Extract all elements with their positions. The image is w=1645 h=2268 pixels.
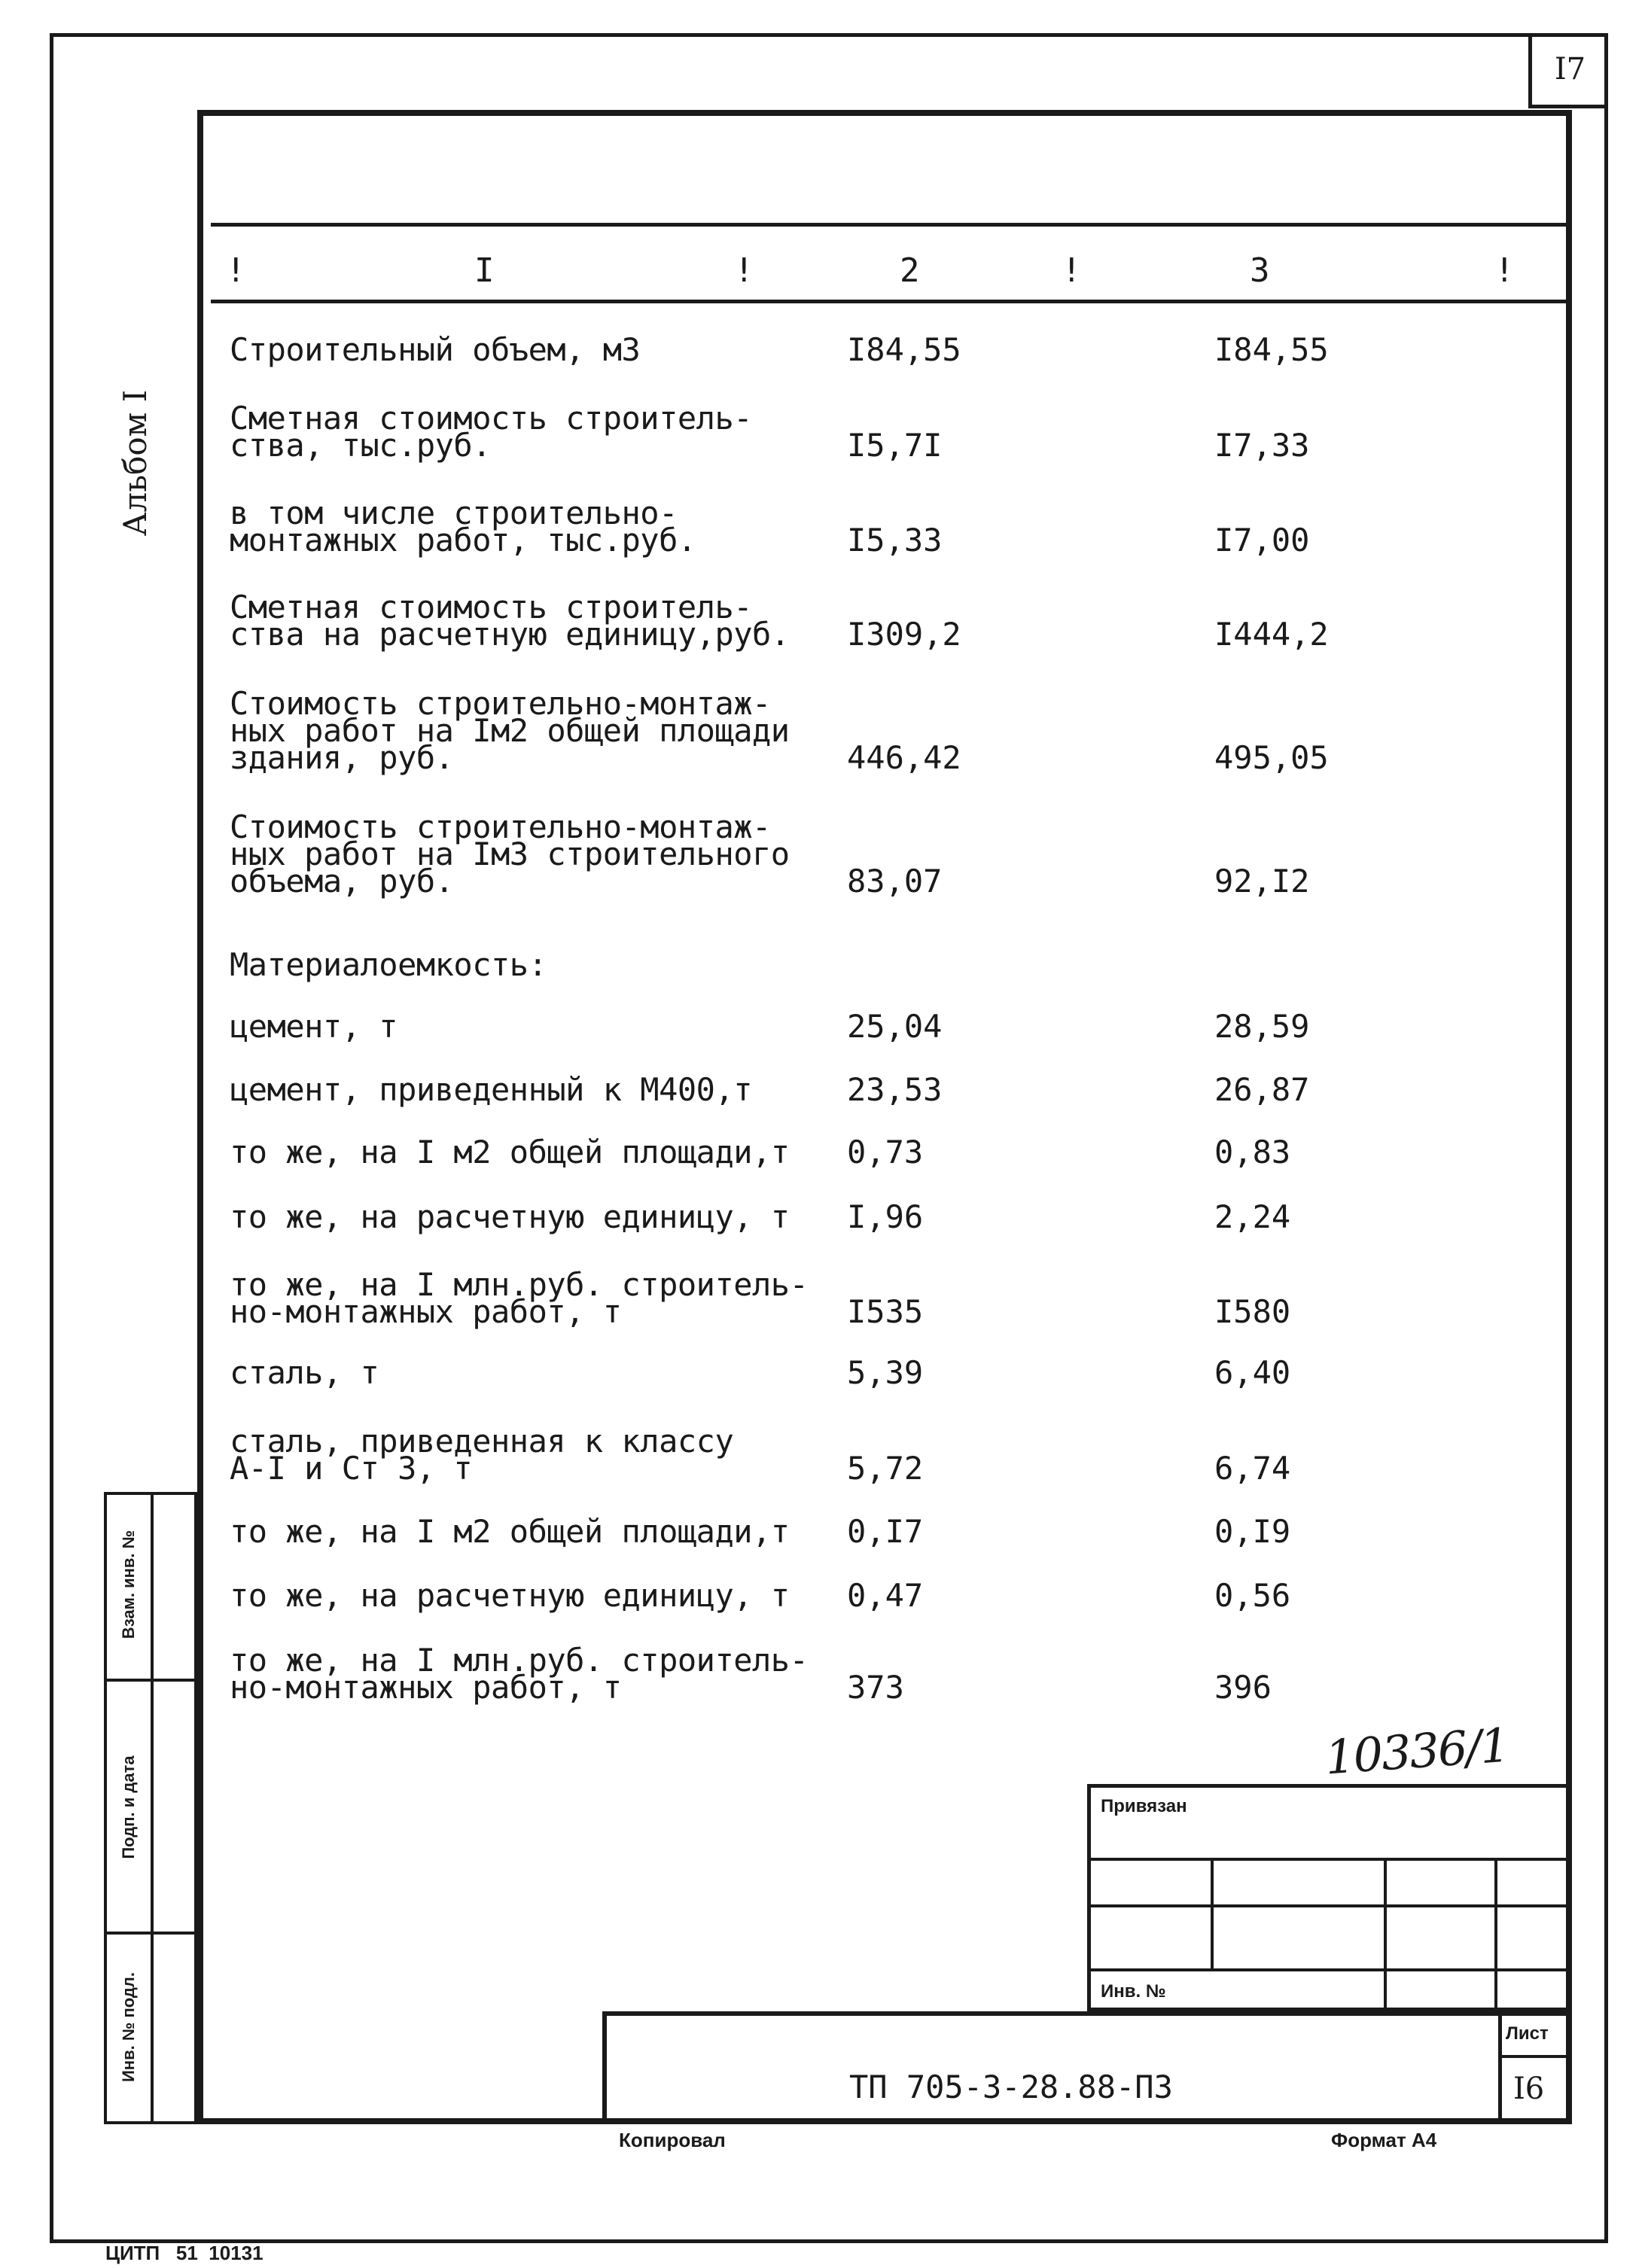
value-col2: 446,42	[847, 739, 961, 776]
row-label: то же, на I м2 общей площади,т	[230, 1134, 790, 1171]
row-label: в том числе строительно- монтажных работ, тыс.руб.	[230, 495, 696, 559]
value-col2: 373	[847, 1669, 904, 1706]
sheet-col-line	[1498, 2011, 1502, 2124]
value-col2: I,96	[847, 1198, 924, 1235]
value-col3: I7,00	[1214, 522, 1310, 559]
value-col2: 5,72	[847, 1450, 924, 1487]
row-label: то же, на расчетную единицу, т	[230, 1577, 790, 1614]
row-label: цемент, приведенный к М400,т	[230, 1071, 753, 1108]
column-header-1: I	[474, 251, 495, 290]
header-sep: !	[734, 251, 754, 290]
row-label: то же, на I млн.руб. строитель- но-монтажных работ, т	[230, 1266, 809, 1330]
page-number: I7	[1528, 33, 1608, 108]
value-col3: 0,I9	[1214, 1513, 1291, 1550]
row-label: то же, на расчетную единицу, т	[230, 1198, 790, 1235]
kopiroval-label: Копировал	[619, 2129, 726, 2151]
side-stamp-divider	[104, 1679, 197, 1682]
column-header-2: 2	[900, 251, 920, 290]
value-col2: 25,04	[847, 1008, 943, 1045]
vzam-inv-label: Взам. инв. №	[119, 1530, 138, 1639]
row-label: Строительный объем, м3	[230, 331, 641, 368]
privyazan-col-line	[1384, 1858, 1387, 2011]
privyazan-block	[1087, 1784, 1572, 2011]
value-col2: 23,53	[847, 1071, 943, 1108]
value-col2: I309,2	[847, 616, 961, 653]
row-label: Материалоемкость:	[230, 946, 547, 983]
value-col3: 2,24	[1214, 1198, 1291, 1235]
value-col2: I84,55	[847, 331, 961, 368]
inv-no-label: Инв. №	[1101, 1981, 1166, 2002]
row-label: сталь, приведенная к классу А-I и Ст 3, т	[230, 1423, 734, 1487]
outer-frame-right	[1604, 33, 1608, 2243]
value-col3: I7,33	[1214, 427, 1310, 464]
privyazan-row-line	[1087, 1858, 1572, 1861]
privyazan-row-line	[1087, 1904, 1572, 1907]
row-label: Стоимость строительно-монтаж- ных работ на Iм3 строительного объема, руб.	[230, 808, 790, 900]
value-col3: 26,87	[1214, 1071, 1310, 1108]
header-sep: !	[1062, 251, 1082, 290]
value-col3: 6,74	[1214, 1450, 1291, 1487]
side-stamp-divider	[104, 1932, 197, 1935]
value-col3: 6,40	[1214, 1354, 1291, 1391]
document-stamp	[602, 2011, 1572, 2124]
value-col3: I444,2	[1214, 616, 1329, 653]
privyazan-row-line	[1087, 1968, 1572, 1971]
inv-podl-label: Инв. № подл.	[119, 1972, 138, 2082]
value-col2: I5,7I	[847, 427, 943, 464]
value-col2: 0,47	[847, 1577, 924, 1614]
value-col3: 0,83	[1214, 1134, 1291, 1171]
value-col3: 92,I2	[1214, 863, 1310, 900]
value-col2: 0,I7	[847, 1513, 924, 1550]
table-top-rule	[211, 223, 1566, 227]
row-label: то же, на I млн.руб. строитель- но-монтажных работ, т	[230, 1642, 809, 1706]
row-label: Сметная стоимость строитель- ства, тыс.руб.	[230, 400, 753, 464]
value-col2: 5,39	[847, 1354, 924, 1391]
value-col3: 28,59	[1214, 1008, 1310, 1045]
value-col2: I5,33	[847, 522, 943, 559]
value-col2: 83,07	[847, 863, 943, 900]
document-code: ТП 705-3-28.88-ПЗ	[849, 2069, 1173, 2105]
privyazan-col-line	[1211, 1858, 1214, 1971]
privyazan-col-line	[1494, 1858, 1497, 2011]
row-label: Сметная стоимость строитель- ства на расчетную единицу,руб.	[230, 589, 790, 653]
header-sep: !	[226, 251, 246, 290]
privyazan-label: Привязан	[1101, 1796, 1187, 1816]
format-label: Формат А4	[1331, 2129, 1437, 2151]
table-header-rule	[211, 300, 1566, 303]
value-col2: I535	[847, 1293, 924, 1330]
side-stamp-strip-2	[151, 1492, 197, 2124]
value-col3: 396	[1214, 1669, 1272, 1706]
row-label: то же, на I м2 общей площади,т	[230, 1513, 790, 1550]
handwritten-archive-number: 10336/1	[1323, 1717, 1510, 1785]
column-header-3: 3	[1250, 251, 1270, 290]
row-label: цемент, т	[230, 1008, 398, 1045]
value-col3: 495,05	[1214, 739, 1329, 776]
value-col3: I84,55	[1214, 331, 1329, 368]
value-col3: 0,56	[1214, 1577, 1291, 1614]
podp-data-label: Подп. и дата	[119, 1755, 138, 1859]
sheet-label: Лист	[1506, 2023, 1549, 2044]
value-col3: I580	[1214, 1293, 1291, 1330]
sheet-row-line	[1498, 2055, 1572, 2058]
header-sep: !	[1494, 251, 1515, 290]
row-label: сталь, т	[230, 1354, 379, 1391]
value-col2: 0,73	[847, 1134, 924, 1171]
sheet-number: I6	[1513, 2072, 1545, 2106]
row-label: Стоимость строительно-монтаж- ных работ на Iм2 общей площади здания, руб.	[230, 685, 790, 776]
printer-code: ЦИТП 51 10131	[105, 2242, 264, 2264]
album-label: Альбом I	[117, 389, 154, 537]
